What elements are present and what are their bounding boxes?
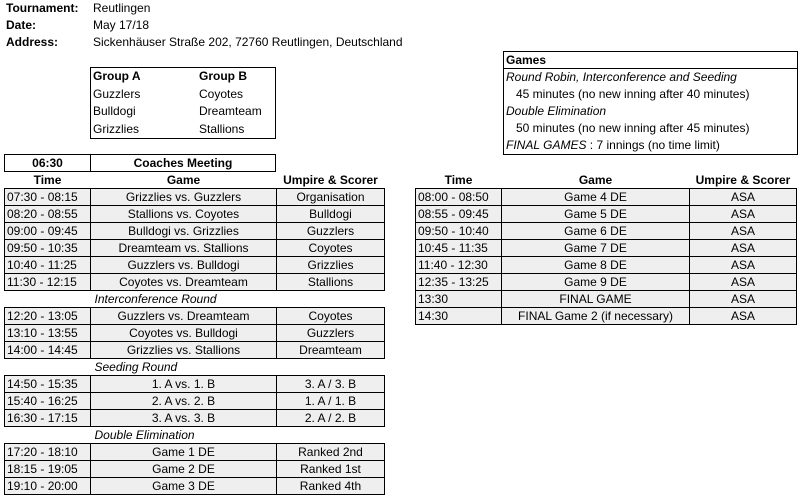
table-row [416, 206, 797, 223]
table-row [5, 189, 385, 206]
cell-time: 16:30 - 17:15 [5, 410, 91, 427]
cell-umpire: 1. A / 1. B [277, 393, 385, 410]
cell-time: 10:40 - 11:25 [5, 257, 91, 274]
group-a-team: Bulldogi [93, 104, 136, 118]
coaches-meeting-time: 06:30 [4, 154, 91, 172]
final-games-rule: : 7 innings (no time limit) [586, 138, 720, 152]
groups-box [90, 67, 276, 139]
table-row [416, 291, 797, 308]
cell-umpire: ASA [690, 257, 797, 274]
cell-time: 07:30 - 08:15 [5, 189, 91, 206]
cell-umpire: Coyotes [277, 308, 385, 325]
cell-time: 12:20 - 13:05 [5, 308, 91, 325]
cell-time: 17:20 - 18:10 [5, 444, 91, 461]
cell-game: Game 2 DE [91, 461, 277, 478]
cell-game: 1. A vs. 1. B [91, 376, 277, 393]
cell-game: Dreamteam vs. Stallions [91, 240, 277, 257]
cell-time: 14:00 - 14:45 [5, 342, 91, 359]
cell-game: Game 3 DE [91, 478, 277, 495]
round-robin-rule: 45 minutes (no new inning after 40 minutes) [516, 87, 750, 101]
section-row [5, 291, 385, 308]
cell-umpire: Organisation [277, 189, 385, 206]
cell-umpire: Ranked 4th [277, 478, 385, 495]
cell-time: 09:00 - 09:45 [5, 223, 91, 240]
cell-time: 08:55 - 09:45 [416, 206, 502, 223]
cell-time: 11:30 - 12:15 [5, 274, 91, 291]
table-row [5, 461, 385, 478]
date-value: May 17/18 [93, 18, 150, 32]
cell-umpire: Grizzlies [277, 257, 385, 274]
cell-game: Grizzlies vs. Guzzlers [91, 189, 277, 206]
table-header-row [416, 172, 797, 189]
table-row [416, 223, 797, 240]
cell-umpire: ASA [690, 189, 797, 206]
group-b-title: Group B [199, 69, 247, 83]
cell-game: Game 1 DE [91, 444, 277, 461]
cell-umpire: Bulldogi [277, 206, 385, 223]
cell-time: 09:50 - 10:35 [5, 240, 91, 257]
cell-umpire: Ranked 2nd [277, 444, 385, 461]
cell-game: Coyotes vs. Dreamteam [91, 274, 277, 291]
group-a-team: Guzzlers [93, 86, 141, 101]
table-row [5, 410, 385, 427]
table-row [5, 274, 385, 291]
cell-game: Grizzlies vs. Stallions [91, 342, 277, 359]
cell-umpire: Dreamteam [277, 342, 385, 359]
cell-umpire: ASA [690, 240, 797, 257]
cell-time: 15:40 - 16:25 [5, 393, 91, 410]
section-row [5, 427, 385, 444]
round-robin-label: Round Robin, Interconference and Seeding [506, 70, 737, 84]
cell-game: 2. A vs. 2. B [91, 393, 277, 410]
table-row [5, 325, 385, 342]
games-info-box [503, 51, 798, 155]
table-row [416, 189, 797, 206]
tournament-label: Tournament: [6, 1, 79, 15]
cell-game: FINAL Game 2 (if necessary) [502, 308, 690, 325]
group-b-team: Stallions [199, 121, 245, 136]
table-row [5, 308, 385, 325]
table-header-row [5, 172, 385, 189]
cell-time: 14:30 [416, 308, 502, 325]
group-a-column [93, 68, 141, 138]
table-row [416, 308, 797, 325]
cell-umpire: Coyotes [277, 240, 385, 257]
final-games-label: FINAL GAMES [506, 138, 587, 152]
left-schedule-table [4, 172, 385, 495]
table-row [5, 444, 385, 461]
cell-time: 09:50 - 10:40 [416, 223, 502, 240]
cell-time: 18:15 - 19:05 [5, 461, 91, 478]
group-b-column [199, 68, 262, 138]
cell-game: Bulldogi vs. Grizzlies [91, 223, 277, 240]
group-b-team: Coyotes [199, 86, 244, 101]
cell-umpire: ASA [690, 274, 797, 291]
double-elimination-label: Double Elimination [506, 104, 607, 118]
cell-time: 19:10 - 20:00 [5, 478, 91, 495]
double-elimination-rule: 50 minutes (no new inning after 45 minutes) [516, 121, 750, 135]
cell-game: 3. A vs. 3. B [91, 410, 277, 427]
coaches-meeting-label: Coaches Meeting [90, 154, 276, 172]
cell-game: Guzzlers vs. Bulldogi [91, 257, 277, 274]
cell-umpire: Guzzlers [277, 223, 385, 240]
column-header-time: Time [33, 173, 62, 187]
column-header-umpire: Umpire & Scorer [283, 173, 378, 187]
table-row [416, 240, 797, 257]
cell-game: Stallions vs. Coyotes [91, 206, 277, 223]
column-header-game: Game [578, 173, 613, 187]
address-label: Address: [6, 35, 59, 49]
cell-game: Game 7 DE [502, 240, 690, 257]
group-a-title: Group A [93, 69, 141, 83]
section-row [5, 359, 385, 376]
cell-game: Coyotes vs. Bulldogi [91, 325, 277, 342]
table-row [5, 478, 385, 495]
table-row [5, 257, 385, 274]
table-row [5, 223, 385, 240]
right-schedule-table [415, 172, 797, 325]
cell-game: Game 5 DE [502, 206, 690, 223]
cell-umpire: 3. A / 3. B [277, 376, 385, 393]
cell-umpire: ASA [690, 223, 797, 240]
cell-time: 11:40 - 12:30 [416, 257, 502, 274]
cell-time: 08:20 - 08:55 [5, 206, 91, 223]
cell-umpire: ASA [690, 291, 797, 308]
tournament-value: Reutlingen [93, 1, 151, 15]
column-header-time: Time [444, 173, 473, 187]
section-label: Seeding Round [5, 359, 385, 376]
table-row [5, 206, 385, 223]
cell-time: 13:30 [416, 291, 502, 308]
cell-game: Game 4 DE [502, 189, 690, 206]
cell-umpire: Guzzlers [277, 325, 385, 342]
cell-game: Game 6 DE [502, 223, 690, 240]
date-label: Date: [6, 18, 37, 32]
cell-time: 10:45 - 11:35 [416, 240, 502, 257]
address-value: Sickenhäuser Straße 202, 72760 Reutlingen, Deutschland [93, 35, 403, 49]
column-header-umpire: Umpire & Scorer [695, 173, 791, 187]
cell-time: 12:35 - 13:25 [416, 274, 502, 291]
table-row [416, 274, 797, 291]
cell-umpire: ASA [690, 206, 797, 223]
cell-umpire: 2. A / 2. B [277, 410, 385, 427]
cell-game: Game 9 DE [502, 274, 690, 291]
cell-game: FINAL GAME [502, 291, 690, 308]
table-row [5, 240, 385, 257]
table-row [5, 376, 385, 393]
group-b-team: Dreamteam [199, 104, 262, 118]
cell-game: Guzzlers vs. Dreamteam [91, 308, 277, 325]
cell-umpire: ASA [690, 308, 797, 325]
cell-time: 13:10 - 13:55 [5, 325, 91, 342]
cell-time: 14:50 - 15:35 [5, 376, 91, 393]
group-a-team: Grizzlies [93, 121, 140, 136]
cell-game: Game 8 DE [502, 257, 690, 274]
cell-umpire: Ranked 1st [277, 461, 385, 478]
section-label: Double Elimination [5, 427, 385, 444]
final-games-line [504, 137, 797, 154]
games-info-title: Games [504, 52, 797, 69]
table-row [5, 342, 385, 359]
table-row [416, 257, 797, 274]
column-header-game: Game [166, 173, 201, 187]
table-row [5, 393, 385, 410]
section-label: Interconference Round [5, 291, 385, 308]
cell-time: 08:00 - 08:50 [416, 189, 502, 206]
cell-umpire: Stallions [277, 274, 385, 291]
